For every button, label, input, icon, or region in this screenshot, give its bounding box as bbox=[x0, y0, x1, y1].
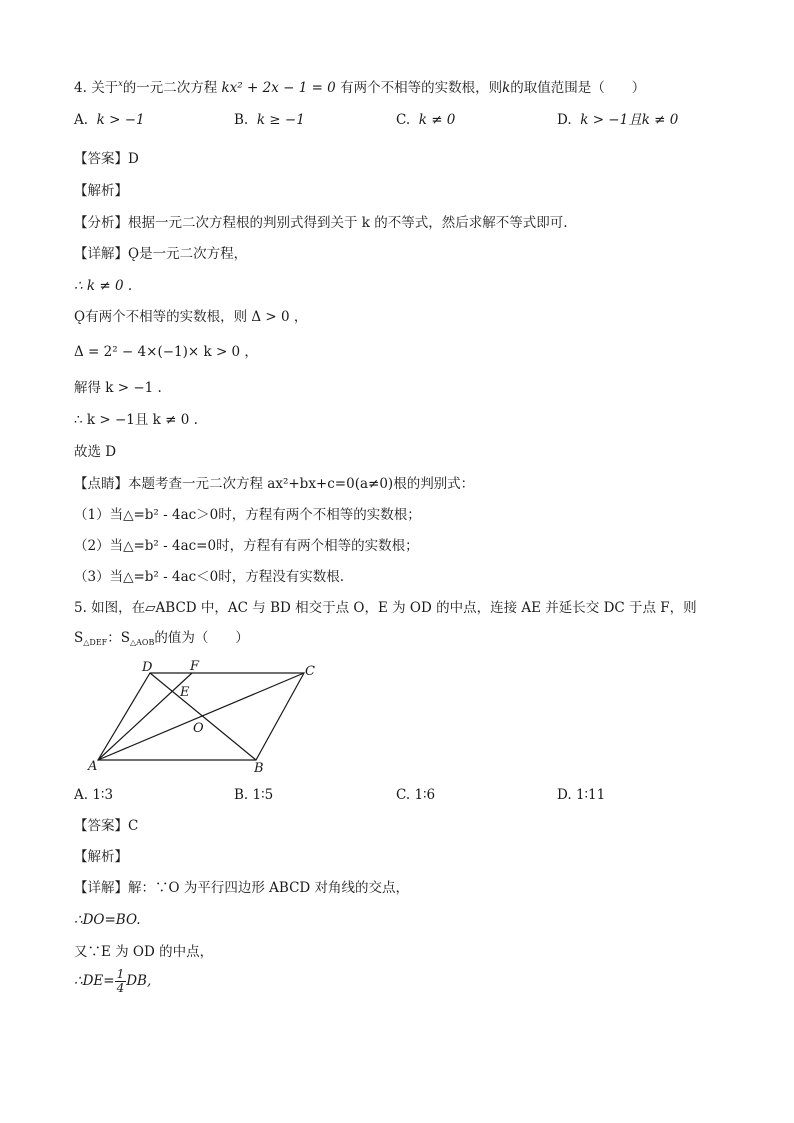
q4-line-12: （3）当△=b² - 4ac＜0时，方程没有实数根. bbox=[74, 569, 345, 585]
q5-line-3: 又∵E 为 OD 的中点， bbox=[74, 944, 214, 960]
q4-choice-b bbox=[234, 110, 305, 130]
choice-text: 1∶11 bbox=[575, 787, 606, 803]
choice-text: 1∶3 bbox=[92, 787, 114, 803]
choice-letter: C. bbox=[396, 112, 411, 128]
parallelogram-figure bbox=[84, 656, 324, 776]
answer-label: 【答案】 bbox=[74, 818, 128, 834]
q4-stem-c: 有两个不相等的实数根，则 bbox=[340, 80, 503, 96]
label-f: F bbox=[190, 659, 200, 674]
s-aob-sub: △AOB bbox=[129, 638, 155, 647]
choice-text: k > −1 bbox=[96, 112, 145, 128]
q4-line-8: 故选 D bbox=[74, 444, 117, 460]
q4-choice-d bbox=[557, 110, 678, 130]
q5-choice-a bbox=[74, 785, 113, 805]
q5-line-1: 【详解】解：∵O 为平行四边形 ABCD 对角线的交点， bbox=[74, 880, 410, 896]
q4-choice-a bbox=[74, 110, 145, 130]
s-def: S bbox=[74, 630, 84, 646]
choice-text: k ≥ −1 bbox=[256, 112, 305, 128]
choice-letter: D. bbox=[557, 112, 572, 128]
s-aob: S bbox=[120, 630, 130, 646]
choice-letter: A. bbox=[74, 787, 89, 803]
q4-line-7: ∴ k > −1且 k ≠ 0 . bbox=[74, 412, 198, 428]
choice-letter: D. bbox=[557, 787, 572, 803]
choice-text: k > −1且k ≠ 0 bbox=[580, 112, 679, 128]
choice-text: 1∶5 bbox=[252, 787, 274, 803]
q5-answer bbox=[74, 816, 138, 836]
q5-line-2: ∴DO=BO. bbox=[74, 912, 141, 928]
q5-choice-b bbox=[234, 785, 273, 805]
fraction-one-quarter bbox=[115, 968, 127, 995]
q4-line-10: （1）当△=b² - 4ac＞0时，方程有两个不相等的实数根； bbox=[74, 507, 421, 523]
frac-denominator: 4 bbox=[116, 981, 125, 995]
q5-choice-c bbox=[396, 785, 435, 805]
q4-analysis-label: 【解析】 bbox=[74, 183, 128, 199]
q4-equation: kx² + 2x − 1 = 0 bbox=[221, 80, 336, 96]
choice-text: 1∶6 bbox=[414, 787, 436, 803]
segment-af bbox=[98, 673, 192, 760]
line-prefix: ∴DE= bbox=[74, 973, 115, 989]
label-o: O bbox=[193, 721, 204, 736]
label-c: C bbox=[305, 664, 315, 679]
q5-line-4 bbox=[74, 968, 151, 995]
label-d: D bbox=[142, 660, 153, 675]
q5-stem-line-2 bbox=[74, 628, 249, 653]
choice-text: k ≠ 0 bbox=[418, 112, 456, 128]
q4-line-9: 【点睛】本题考查一元二次方程 ax²+bx+c=0(a≠0)根的判别式： bbox=[74, 476, 475, 492]
q5-choice-d bbox=[557, 785, 605, 805]
answer-value: D bbox=[128, 151, 139, 167]
answer-value: C bbox=[128, 818, 139, 834]
frac-numerator: 1 bbox=[116, 967, 125, 981]
q4-choice-c bbox=[396, 110, 455, 130]
q4-line-2: 【详解】Ǫ是一元二次方程， bbox=[74, 246, 248, 262]
choice-letter: B. bbox=[234, 787, 249, 803]
q4-line-6: 解得 k > −1 . bbox=[74, 380, 162, 396]
q4-line-11: （2）当△=b² - 4ac=0时，方程有有两个相等的实数根； bbox=[74, 538, 419, 554]
q4-stem-d: 的取值范围是（ ） bbox=[510, 80, 646, 96]
label-e: E bbox=[180, 685, 190, 700]
choice-letter: C. bbox=[396, 787, 411, 803]
q5-stem-tail: 的值为（ ） bbox=[154, 630, 249, 646]
q4-line-5: Δ = 2² − 4×(−1)× k > 0 ， bbox=[74, 344, 258, 360]
q4-answer bbox=[74, 149, 139, 169]
q4-stem-b: 的一元二次方程 bbox=[122, 80, 218, 96]
q4-line-3: ∴ k ≠ 0 . bbox=[74, 278, 133, 294]
label-a: A bbox=[88, 759, 98, 774]
choice-letter: A. bbox=[74, 112, 89, 128]
q5-stem-line-1: 5. 如图，在▱ABCD 中，AC 与 BD 相交于点 O，E 为 OD 的中点，连接 AE 并延长交 DC 于点 F，则 bbox=[74, 600, 697, 616]
q4-line-1: 【分析】根据一元二次方程根的判别式得到关于 k 的不等式，然后求解不等式即可. bbox=[74, 215, 568, 231]
q4-number: 4. bbox=[74, 80, 87, 96]
q5-analysis-label: 【解析】 bbox=[74, 849, 128, 865]
answer-label: 【答案】 bbox=[74, 151, 128, 167]
diagonal-bd bbox=[150, 673, 256, 760]
q4-line-4: Ǫ有两个不相等的实数根，则 Δ > 0 ， bbox=[74, 309, 308, 325]
label-b: B bbox=[254, 761, 264, 776]
line-suffix: DB, bbox=[126, 973, 152, 989]
s-def-sub: △DEF bbox=[83, 638, 108, 647]
q4-var-k: k bbox=[502, 80, 511, 96]
choice-letter: B. bbox=[234, 112, 249, 128]
q4-stem bbox=[74, 74, 645, 98]
q4-var-x: x bbox=[118, 79, 123, 88]
diagonal-ac bbox=[98, 673, 304, 760]
q4-stem-a: 关于 bbox=[91, 80, 119, 96]
ratio-colon: ： bbox=[107, 630, 121, 646]
